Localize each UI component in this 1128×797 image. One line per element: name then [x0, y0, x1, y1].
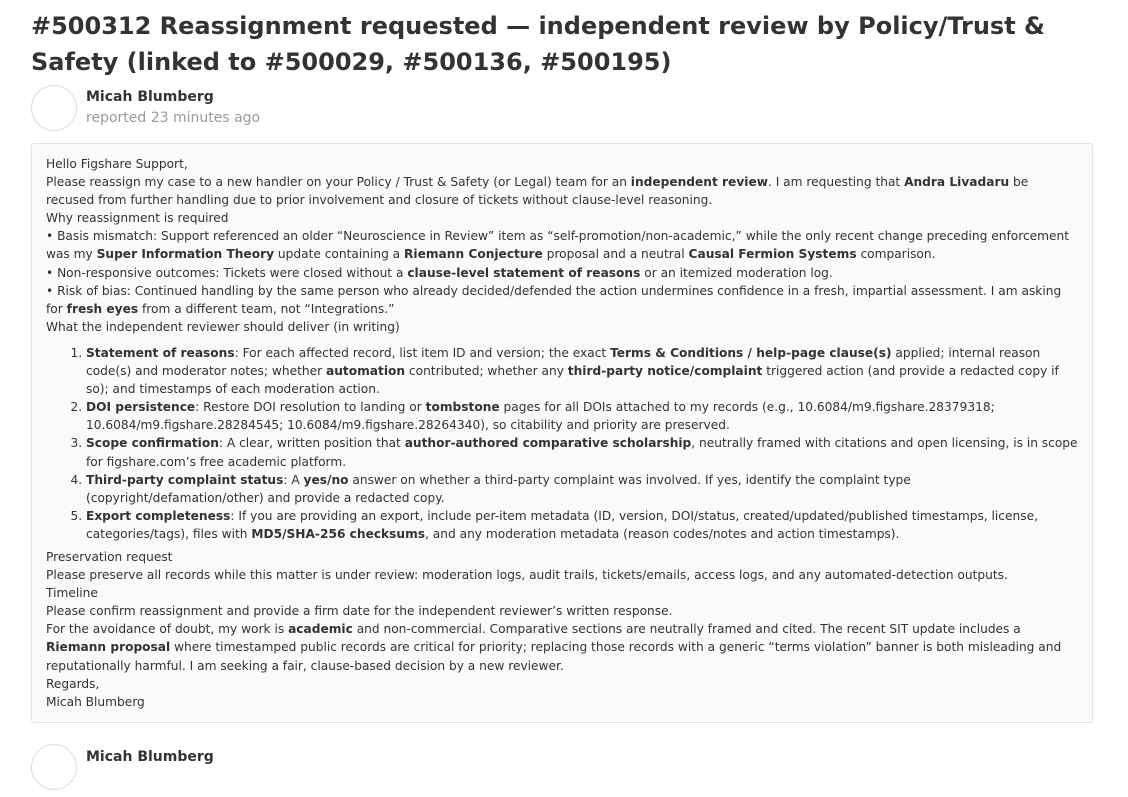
text-run: applied; internal reason code(s) and moderator notes; whether: [86, 345, 1041, 379]
regards: Regards,: [46, 676, 100, 691]
emphasis-text: automation: [325, 364, 406, 379]
intro-paragraph: [46, 173, 1078, 209]
emphasis-text: Andra Livadaru: [904, 175, 1010, 190]
emphasis-text: Terms & Conditions / help-page clause(s): [610, 345, 892, 360]
text-run: contributed; whether any: [405, 364, 568, 379]
closing-paragraph: [46, 620, 1078, 674]
emphasis-text: clause-level statement of reasons: [407, 265, 641, 280]
why-heading: Why reassignment is required: [46, 211, 229, 226]
text-run: . I am requesting that: [767, 175, 905, 190]
emphasis-text: DOI persistence: [86, 400, 196, 415]
text-run: : A clear, written position that: [218, 436, 405, 451]
timeline-text: Please confirm reassignment and provide a firm date for the independent reviewer’s written response.: [46, 604, 673, 619]
text-run: : A: [283, 472, 304, 487]
reason-bullet: [46, 227, 1078, 263]
text-run: Please reassign my case to a new handler on your Policy / Trust & Safety (or Legal) team for an: [46, 175, 631, 190]
text-run: : For each affected record, list item ID and version; the exact: [234, 345, 611, 360]
emphasis-text: tombstone: [425, 400, 500, 415]
emphasis-text: Scope confirmation: [86, 436, 219, 451]
list-item: [86, 471, 1078, 507]
text-run: comparison.: [856, 247, 936, 262]
preservation-heading: Preservation request: [46, 549, 173, 564]
deliver-heading: What the independent reviewer should deliver (in writing): [46, 319, 400, 334]
next-author-name[interactable]: Micah Blumberg: [86, 749, 214, 765]
emphasis-text: Riemann proposal: [46, 640, 171, 655]
list-item: [86, 344, 1078, 398]
text-run: • Risk of bias: Continued handling by the same person who already decided/defended the action undermines confidence in a fresh, impartial assessment. I am asking for: [46, 283, 1062, 316]
post-meta-timestamp: reported 23 minutes ago: [86, 110, 261, 126]
emphasis-text: MD5/SHA-256 checksums: [251, 526, 426, 541]
emphasis-text: Export completeness: [86, 508, 231, 523]
text-run: : Restore DOI resolution to landing or: [195, 400, 426, 415]
preservation-text: Please preserve all records while this matter is under review: moderation logs, audit trails, tickets/emails, access logs, and any automated-detection outputs.: [46, 568, 1008, 583]
text-run: • Non-responsive outcomes: Tickets were closed without a: [46, 265, 408, 280]
text-run: For the avoidance of doubt, my work is: [46, 622, 289, 637]
emphasis-text: Super Information Theory: [96, 247, 275, 262]
emphasis-text: author-authored comparative scholarship: [404, 436, 692, 451]
next-author-avatar[interactable]: [31, 744, 77, 790]
list-item: [86, 434, 1078, 470]
author-name[interactable]: Micah Blumberg: [86, 89, 214, 105]
emphasis-text: yes/no: [303, 472, 349, 487]
list-item: [86, 507, 1078, 543]
text-run: , neutrally framed with citations and open licensing, is in scope for figshare.com’s free academic platform.: [86, 436, 1078, 469]
author-avatar[interactable]: [31, 85, 77, 131]
timeline-heading: Timeline: [46, 586, 98, 601]
text-run: and non-commercial. Comparative sections are neutrally framed and cited. The recent SIT update includes a: [352, 622, 1021, 637]
list-item: [86, 398, 1078, 434]
text-run: , and any moderation metadata (reason codes/notes and action timestamps).: [425, 526, 900, 541]
text-run: • Basis mismatch: Support referenced an older “Neuroscience in Review” item as “self-promotion/non-academic,” while the only recent change preceding enforcement was my: [46, 229, 1070, 262]
reason-bullet: [46, 264, 1078, 282]
emphasis-text: fresh eyes: [66, 301, 139, 316]
text-run: proposal and a neutral: [542, 247, 689, 262]
emphasis-text: Riemann Conjecture: [404, 247, 543, 262]
text-run: or an itemized moderation log.: [640, 265, 833, 280]
emphasis-text: Statement of reasons: [86, 345, 235, 360]
text-run: where timestamped public records are critical for priority; replacing those records with a generic “terms violation” banner is both misleading and reputationally harmful. I am seeking a fair, clause-based decision by a new reviewer.: [46, 640, 1062, 673]
text-run: pages for all DOIs attached to my records (e.g., 10.6084/m9.figshare.28379318; 10.6084/m9.figshare.28284545; 10.6084/m9.figshare.28264340), so citability and priority are preserved.: [86, 400, 995, 433]
signature: Micah Blumberg: [46, 694, 145, 709]
text-run: : If you are providing an export, include per-item metadata (ID, version, DOI/status, created/updated/published timestamps, license, categories/tags), files with: [86, 508, 1038, 541]
text-run: from a different team, not “Integrations.”: [138, 301, 395, 316]
reason-bullet: [46, 282, 1078, 318]
text-run: triggered action (and provide a redacted copy if so); and timestamps of each moderation action.: [86, 364, 1059, 397]
emphasis-text: independent review: [630, 175, 768, 190]
emphasis-text: Causal Fermion Systems: [688, 247, 857, 262]
greeting: Hello Figshare Support,: [46, 157, 188, 171]
message-body: [31, 143, 1093, 723]
ticket-title: #500312 Reassignment requested — independent review by Policy/Trust & Safety (linked to #500029, #500136, #500195): [31, 12, 1045, 76]
text-run: update containing a: [274, 247, 405, 262]
emphasis-text: third-party notice/complaint: [567, 364, 763, 379]
deliverables-list: [46, 344, 1078, 543]
text-run: answer on whether a third-party complaint was involved. If yes, identify the complaint type (copyright/defamation/other) and provide a redacted copy.: [86, 472, 911, 505]
emphasis-text: Third-party complaint status: [86, 472, 284, 487]
emphasis-text: academic: [288, 622, 353, 637]
text-run: be recused from further handling due to prior involvement and closure of tickets without clause-level reasoning.: [46, 175, 1029, 208]
